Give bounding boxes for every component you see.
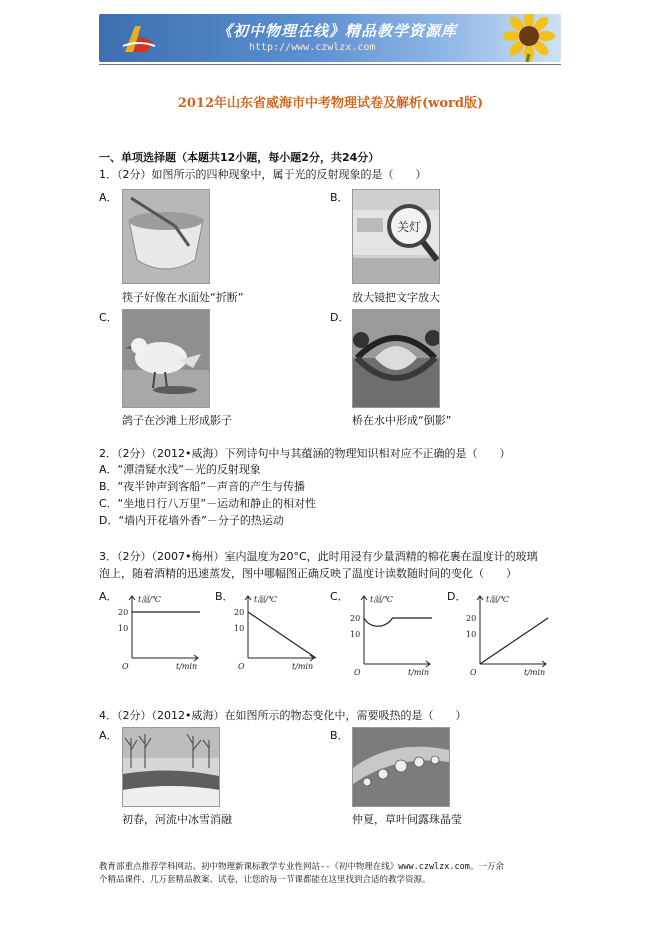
x-axis-label: t/min bbox=[176, 662, 198, 671]
q1-option-a-letter: A． bbox=[99, 191, 118, 204]
q2-option-a: A．“潭清疑水浅”－光的反射现象 bbox=[99, 463, 261, 476]
origin-label: O bbox=[122, 662, 129, 671]
q1-caption-a: 筷子好像在水面处“折断” bbox=[122, 291, 244, 304]
q1-option-c-letter: C． bbox=[99, 311, 118, 324]
q2-option-b: B．“夜半钟声到客船”－声音的产生与传播 bbox=[99, 480, 305, 493]
q3-chart-b bbox=[232, 590, 332, 672]
question-3-stem-line1: 3．（2分）（2007•梅州）室内温度为20°C，此时用浸有少量酒精的棉花裹在温度计的玻璃 bbox=[99, 550, 538, 563]
y-tick-label: 20 bbox=[234, 608, 245, 617]
q3-option-d-letter: D． bbox=[447, 590, 467, 603]
question-2-stem: 2．（2分）（2012•威海）下列诗句中与其蕴涵的物理知识相对应不正确的是（ ） bbox=[99, 447, 511, 460]
footer-line-2: 个精品课件、几万套精品教案、试卷，让您的每一节课都能在这里找到合适的教学资源。 bbox=[99, 875, 431, 885]
chopstick-bowl-illustration bbox=[123, 190, 209, 283]
q4-caption-b: 仲夏，草叶间露珠晶莹 bbox=[352, 813, 462, 826]
y-tick-label: 20 bbox=[350, 614, 361, 623]
question-1-stem: 1．（2分）如图所示的四种现象中，属于光的反射现象的是（ ） bbox=[99, 168, 427, 181]
banner-url[interactable]: http://www.czwlzx.com bbox=[249, 42, 376, 53]
q1-option-b-letter: B． bbox=[330, 191, 349, 204]
q3-option-a-letter: A． bbox=[99, 590, 118, 603]
q4-image-a-snow-river bbox=[122, 727, 220, 807]
q1-caption-c: 鸽子在沙滩上形成影子 bbox=[122, 414, 232, 427]
sunflower-image bbox=[491, 14, 561, 62]
q2-option-c: C．“坐地日行八万里”－运动和静止的相对性 bbox=[99, 497, 317, 510]
x-axis-label: t/min bbox=[408, 668, 430, 677]
origin-label: O bbox=[238, 662, 245, 671]
q4-caption-a: 初春，河流中冰雪消融 bbox=[122, 813, 232, 826]
q1-sign-text: 关灯 bbox=[397, 220, 422, 234]
document-title: 2012年山东省威海市中考物理试卷及解析(word版) bbox=[177, 96, 484, 111]
footer-line-1: 教育部重点推荐学科网站、初中物理新课标教学专业性网站--《初中物理在线》www.czwlzx.com。一万余 bbox=[99, 862, 504, 872]
q1-image-b-magnifier bbox=[352, 189, 440, 284]
temperature-line bbox=[480, 618, 548, 664]
x-axis-label: t/min bbox=[524, 668, 546, 677]
origin-label: O bbox=[354, 668, 361, 677]
x-axis-label: t/min bbox=[292, 662, 314, 671]
y-tick-label: 20 bbox=[466, 614, 477, 623]
q4-option-b-letter: B． bbox=[330, 729, 349, 742]
q1-option-d-letter: D． bbox=[330, 311, 350, 324]
temperature-line bbox=[248, 612, 316, 658]
q1-image-a-chopstick-bowl bbox=[122, 189, 210, 284]
temperature-line bbox=[364, 618, 432, 626]
header-rule bbox=[99, 64, 561, 65]
q4-image-b-dew-leaf bbox=[352, 727, 450, 807]
origin-label: O bbox=[470, 668, 477, 677]
banner-title: 《初中物理在线》精品教学资源库 bbox=[217, 22, 458, 40]
q3-option-c-letter: C． bbox=[330, 590, 349, 603]
q1-image-c-pigeon bbox=[122, 309, 210, 408]
section-heading: 一、单项选择题（本题共12小题，每小题2分，共24分） bbox=[99, 151, 380, 164]
y-axis-label: t温/℃ bbox=[254, 595, 277, 604]
y-tick-label: 10 bbox=[234, 624, 245, 633]
y-tick-label: 20 bbox=[118, 608, 129, 617]
q1-caption-d: 桥在水中形成“倒影” bbox=[352, 414, 452, 427]
site-logo bbox=[119, 22, 159, 56]
q4-option-a-letter: A． bbox=[99, 729, 118, 742]
q3-option-b-letter: B． bbox=[215, 590, 234, 603]
question-4-stem: 4．（2分）（2012•威海）在如图所示的物态变化中，需要吸热的是（ ） bbox=[99, 709, 467, 722]
y-axis-label: t温/℃ bbox=[486, 595, 509, 604]
q3-chart-d bbox=[464, 590, 564, 678]
y-tick-label: 10 bbox=[350, 630, 361, 639]
q3-chart-c bbox=[348, 590, 448, 678]
q1-image-d-bridge bbox=[352, 309, 440, 408]
y-tick-label: 10 bbox=[118, 624, 129, 633]
header-banner bbox=[99, 14, 561, 62]
question-3-stem-line2: 泡上，随着酒精的迅速蒸发，图中哪幅图正确反映了温度计读数随时间的变化（ ） bbox=[99, 567, 517, 580]
y-axis-label: t温/℃ bbox=[370, 595, 393, 604]
q3-chart-a bbox=[116, 590, 216, 672]
y-axis-label: t温/℃ bbox=[138, 595, 161, 604]
q1-caption-b: 放大镜把文字放大 bbox=[352, 291, 440, 304]
q2-option-d: D．“墙内开花墙外香”－分子的热运动 bbox=[99, 514, 284, 527]
y-tick-label: 10 bbox=[466, 630, 477, 639]
